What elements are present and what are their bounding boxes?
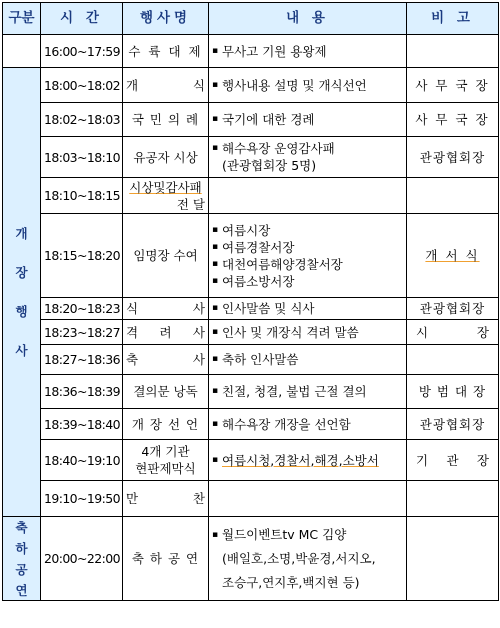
content-item: ▪ 국기에 대한 경례	[212, 111, 403, 128]
event-char: 식	[192, 77, 205, 93]
remark-char: 장	[476, 324, 489, 340]
event-char: 사	[192, 301, 205, 316]
content-cell	[209, 214, 407, 298]
table-row	[3, 440, 499, 481]
table-row	[3, 137, 499, 178]
content-subline: (관광협회장 5명)	[222, 158, 317, 173]
section-char: 하	[15, 540, 28, 556]
table-row	[3, 517, 499, 601]
event-char: 사	[192, 324, 205, 340]
section-char: 연	[15, 582, 28, 598]
event-line: 시상및감사패	[129, 179, 202, 195]
content-item: ▪ 축하 인사말씀	[212, 351, 403, 368]
time-cell: 18:36~18:39	[41, 375, 123, 409]
content-item: ▪ 해수욕장 개장을 선언함	[212, 416, 403, 433]
content-cell	[209, 298, 407, 320]
table-row	[3, 320, 499, 345]
event-cell	[123, 298, 209, 320]
event-char: 찬	[192, 491, 205, 506]
remark-cell	[407, 35, 499, 68]
remark-cell	[407, 214, 499, 298]
table-row	[3, 103, 499, 137]
header-event: 행사명	[123, 3, 209, 35]
time-cell: 18:20~18:23	[41, 298, 123, 320]
content-subline: (배일호,소명,박윤경,서지오,	[222, 550, 376, 566]
event-cell	[123, 345, 209, 375]
time-cell: 18:15~18:20	[41, 214, 123, 298]
content-cell	[209, 35, 407, 68]
remark-text: 개 서 식	[425, 248, 480, 263]
section-opening	[3, 68, 41, 517]
event-cell: 수 륙 대 제	[123, 35, 209, 68]
event-cell: 유공자 시상	[123, 137, 209, 178]
table-row	[3, 375, 499, 409]
time-cell: 16:00~17:59	[41, 35, 123, 68]
event-char: 려	[159, 324, 172, 340]
time-cell: 19:10~19:50	[41, 481, 123, 517]
time-cell: 18:00~18:02	[41, 68, 123, 103]
section-char: 행	[15, 304, 28, 319]
header-category: 구분	[3, 3, 41, 35]
time-cell: 18:39~18:40	[41, 409, 123, 440]
content-cell	[209, 178, 407, 214]
event-cell	[123, 440, 209, 481]
content-item: ▪ 행사내용 설명 및 개식선언	[212, 77, 403, 94]
content-item: ▪ 월드이벤트tv MC 김양	[212, 523, 403, 547]
event-schedule-table	[2, 2, 499, 601]
content-item: ▪ 여름시장	[212, 222, 403, 239]
header-time: 시 간	[41, 3, 123, 35]
remark-cell: 관광협회장	[407, 298, 499, 320]
remark-cell	[407, 517, 499, 601]
event-char: 개	[126, 77, 139, 93]
time-cell: 20:00~22:00	[41, 517, 123, 601]
remark-cell	[407, 440, 499, 481]
content-item: ▪ 여름소방서장	[212, 273, 403, 290]
remark-char: 기	[416, 452, 429, 468]
content-cell	[209, 345, 407, 375]
event-cell	[123, 320, 209, 345]
content-cell	[209, 320, 407, 345]
remark-cell: 관광협회장	[407, 137, 499, 178]
content-cell	[209, 517, 407, 601]
time-cell: 18:03~18:10	[41, 137, 123, 178]
table-row	[3, 409, 499, 440]
remark-cell: 사 무 국 장	[407, 68, 499, 103]
remark-cell	[407, 345, 499, 375]
event-char: 식	[126, 301, 139, 316]
event-cell	[123, 178, 209, 214]
event-char: 사	[192, 352, 205, 367]
remark-cell: 관광협회장	[407, 409, 499, 440]
content-cell	[209, 68, 407, 103]
section-char: 장	[15, 265, 28, 280]
remark-cell	[407, 320, 499, 345]
content-item: ▪ 친절, 청결, 불법 근절 결의	[212, 383, 403, 400]
section-char: 공	[15, 561, 28, 577]
content-subline: 조승구,연지후,백지현 등)	[222, 574, 360, 590]
time-cell: 18:40~19:10	[41, 440, 123, 481]
table-row	[3, 481, 499, 517]
content-item: ▪ 대천여름해양경찰서장	[212, 256, 403, 273]
remark-cell: 사 무 국 장	[407, 103, 499, 137]
event-char: 격	[126, 324, 139, 340]
remark-cell	[407, 481, 499, 517]
section-char: 축	[15, 519, 28, 535]
remark-char: 장	[476, 452, 489, 468]
content-cell	[209, 409, 407, 440]
content-item: ▪ 무사고 기원 용왕제	[212, 43, 403, 60]
event-cell	[123, 481, 209, 517]
content-cell	[209, 440, 407, 481]
time-cell: 18:27~18:36	[41, 345, 123, 375]
content-item: ▪ 해수욕장 운영감사패	[212, 140, 403, 157]
remark-cell: 방 범 대 장	[407, 375, 499, 409]
section-char: 개	[15, 226, 28, 241]
event-cell: 축 하 공 연	[123, 517, 209, 601]
table-row	[3, 345, 499, 375]
remark-char: 관	[446, 452, 459, 468]
time-cell: 18:23~18:27	[41, 320, 123, 345]
event-cell: 국 민 의 례	[123, 103, 209, 137]
header-row	[3, 3, 499, 35]
section-celebration	[3, 517, 41, 601]
remark-cell	[407, 178, 499, 214]
content-cell	[209, 137, 407, 178]
section-cell-empty	[3, 35, 41, 68]
event-char: 만	[126, 491, 139, 506]
content-item: ▪ 여름시청,경찰서,해경,소방서	[212, 452, 403, 469]
table-row	[3, 214, 499, 298]
table-row	[3, 68, 499, 103]
content-cell	[209, 481, 407, 517]
table-row	[3, 298, 499, 320]
header-remark: 비 고	[407, 3, 499, 35]
content-cell	[209, 375, 407, 409]
event-line: 4개 기관	[141, 444, 190, 459]
event-cell: 결의문 낭독	[123, 375, 209, 409]
content-item: ▪ 인사 및 개장식 격려 말씀	[212, 324, 403, 341]
time-cell: 18:10~18:15	[41, 178, 123, 214]
table-row	[3, 178, 499, 214]
event-line: 현판제막식	[135, 461, 196, 476]
event-cell	[123, 68, 209, 103]
content-item: ▪ 여름경찰서장	[212, 239, 403, 256]
header-content: 내 용	[209, 3, 407, 35]
event-char: 축	[126, 352, 139, 367]
time-cell: 18:02~18:03	[41, 103, 123, 137]
event-line: 전 달	[176, 196, 205, 212]
section-char: 사	[15, 343, 28, 358]
content-item: ▪ 인사말씀 및 식사	[212, 300, 403, 317]
remark-char: 시	[416, 324, 429, 340]
event-cell: 개 장 선 언	[123, 409, 209, 440]
content-cell	[209, 103, 407, 137]
table-row	[3, 35, 499, 68]
event-cell: 임명장 수여	[123, 214, 209, 298]
